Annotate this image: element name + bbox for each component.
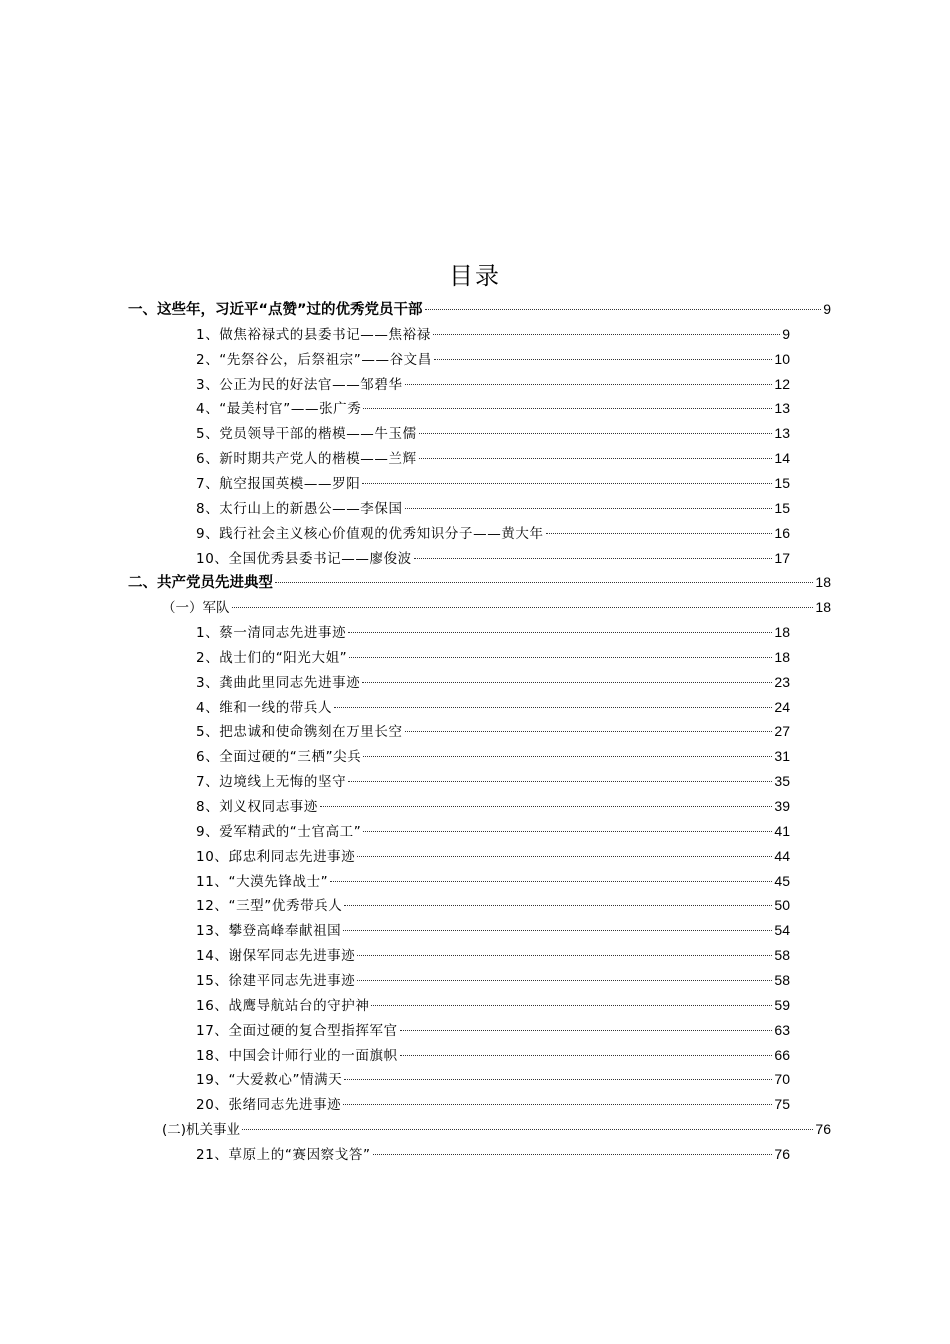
toc-entry-page-number: 41 — [774, 822, 790, 839]
toc-entry-label: 1、做焦裕禄式的县委书记——焦裕禄 — [196, 326, 431, 343]
toc-entry[interactable] — [196, 994, 790, 1016]
toc-entry-page-number: 76 — [815, 1121, 831, 1138]
dot-leader — [363, 756, 772, 757]
dot-leader — [405, 508, 773, 509]
toc-title: 目录 — [449, 262, 501, 290]
toc-entry[interactable] — [196, 845, 790, 867]
toc-entry-label: 3、公正为民的好法官——邹碧华 — [196, 376, 403, 393]
dot-leader — [434, 359, 773, 360]
dot-leader — [363, 408, 772, 409]
toc-entry[interactable] — [162, 1118, 831, 1140]
toc-entry-label: 18、中国会计师行业的一面旗帜 — [196, 1047, 398, 1064]
dot-leader — [357, 856, 772, 857]
toc-entry-label: 21、草原上的“赛因察戈答” — [196, 1146, 371, 1163]
dot-leader — [344, 1079, 772, 1080]
dot-leader — [419, 433, 773, 434]
toc-entry-page-number: 58 — [774, 971, 790, 988]
toc-entry-page-number: 17 — [774, 549, 790, 566]
dot-leader — [232, 607, 814, 608]
toc-entry-label: 8、太行山上的新愚公——李保国 — [196, 500, 403, 517]
dot-leader — [330, 881, 772, 882]
toc-entry-page-number: 59 — [774, 996, 790, 1013]
toc-entry-page-number: 76 — [774, 1145, 790, 1162]
dot-leader — [348, 632, 772, 633]
toc-entry-label: 4、“最美村官”——张广秀 — [196, 401, 362, 418]
toc-entry[interactable] — [128, 298, 831, 320]
toc-entry-label: 二、共产党员先进典型 — [128, 575, 273, 592]
toc-entry-label: 9、爱军精武的“士官高工” — [196, 823, 362, 840]
dot-leader — [344, 905, 772, 906]
toc-entry[interactable] — [196, 497, 790, 519]
toc-entry-page-number: 15 — [774, 474, 790, 491]
toc-entry[interactable] — [196, 447, 790, 469]
toc-entry-label: 5、把忠诚和使命镌刻在万里长空 — [196, 724, 403, 741]
dot-leader — [348, 781, 772, 782]
toc-entry[interactable] — [196, 944, 790, 966]
toc-entry[interactable] — [196, 547, 790, 569]
dot-leader — [373, 1154, 773, 1155]
dot-leader — [357, 955, 772, 956]
toc-entry-page-number: 63 — [774, 1021, 790, 1038]
toc-entry-label: 一、这些年，习近平“点赞”过的优秀党员干部 — [128, 302, 423, 318]
toc-entry[interactable] — [196, 1044, 790, 1066]
dot-leader — [405, 731, 773, 732]
toc-entry[interactable] — [196, 472, 790, 494]
toc-entry[interactable] — [196, 646, 790, 668]
toc-entry-label: 2、战士们的“阳光大姐” — [196, 649, 348, 666]
toc-entry-page-number: 13 — [774, 425, 790, 442]
toc-entry-label: 4、维和一线的带兵人 — [196, 699, 333, 716]
toc-entry-page-number: 15 — [774, 499, 790, 516]
toc-entry-label: 7、航空报国英模——罗阳 — [196, 475, 361, 492]
toc-entry-page-number: 12 — [774, 375, 790, 392]
toc-entry-label: 2、“先祭谷公，后祭祖宗”——谷文昌 — [196, 351, 432, 368]
dot-leader — [419, 458, 773, 459]
dot-leader — [275, 582, 813, 583]
dot-leader — [362, 682, 772, 683]
toc-entry-page-number: 66 — [774, 1046, 790, 1063]
toc-entry[interactable] — [196, 745, 790, 767]
toc-entry-page-number: 70 — [774, 1071, 790, 1088]
toc-entry[interactable] — [196, 969, 790, 991]
toc-entry-label: 12、“三型”优秀带兵人 — [196, 898, 343, 915]
toc-entry-label: 8、刘义权同志事迹 — [196, 799, 318, 815]
toc-entry[interactable] — [196, 1143, 790, 1165]
toc-entry-page-number: 31 — [774, 748, 790, 765]
toc-entry[interactable] — [196, 919, 790, 941]
toc-entry[interactable] — [196, 1093, 790, 1115]
toc-entry-label: 11、“大漠先锋战士” — [196, 873, 329, 890]
toc-entry[interactable] — [196, 397, 790, 419]
toc-entry[interactable] — [196, 720, 790, 742]
toc-entry-label: 3、龚曲此里同志先进事迹 — [196, 674, 361, 691]
toc-entry-page-number: 9 — [823, 301, 831, 317]
toc-entry-page-number: 9 — [782, 325, 790, 342]
toc-entry[interactable] — [128, 571, 831, 593]
toc-entry-label: 14、谢保军同志先进事迹 — [196, 948, 356, 965]
toc-entry-page-number: 58 — [774, 947, 790, 964]
toc-entry-page-number: 54 — [774, 922, 790, 939]
toc-entry-label: 1、蔡一清同志先进事迹 — [196, 625, 347, 642]
toc-entry[interactable] — [196, 820, 790, 842]
toc-entry-label: 6、新时期共产党人的楷模——兰辉 — [196, 451, 417, 468]
toc-entry-page-number: 13 — [774, 400, 790, 417]
toc-entry[interactable] — [196, 770, 790, 792]
toc-entry[interactable] — [196, 1019, 790, 1041]
dot-leader — [405, 384, 773, 385]
toc-entry[interactable] — [196, 373, 790, 395]
dot-leader — [400, 1055, 773, 1056]
toc-entry-page-number: 44 — [774, 847, 790, 864]
toc-entry-label: 20、张绪同志先进事迹 — [196, 1097, 342, 1114]
toc-entry-page-number: 24 — [774, 698, 790, 715]
toc-entry-label: 17、全面过硬的复合型指挥军官 — [196, 1022, 398, 1039]
toc-entry-label: 19、“大爱救心”情满天 — [196, 1072, 343, 1089]
toc-entry[interactable] — [196, 323, 790, 345]
toc-entry-label: 15、徐建平同志先进事迹 — [196, 972, 356, 989]
toc-entry-page-number: 39 — [774, 798, 790, 814]
toc-entry[interactable] — [196, 422, 790, 444]
dot-leader — [433, 334, 780, 335]
toc-entry-page-number: 35 — [774, 773, 790, 790]
toc-entry[interactable] — [196, 795, 790, 817]
toc-entry-label: 6、全面过硬的“三栖”尖兵 — [196, 749, 362, 766]
toc-entry-label: (二)机关事业 — [162, 1122, 241, 1139]
dot-leader — [242, 1129, 813, 1130]
toc-entry-page-number: 18 — [815, 599, 831, 616]
toc-entry-page-number: 18 — [815, 574, 831, 591]
toc-entry-page-number: 45 — [774, 872, 790, 889]
dot-leader — [363, 831, 772, 832]
toc-entry-page-number: 50 — [774, 897, 790, 914]
toc-entry[interactable] — [196, 348, 790, 370]
toc-entry[interactable] — [196, 870, 790, 892]
toc-entry-page-number: 75 — [774, 1096, 790, 1113]
toc-entry[interactable] — [162, 596, 831, 618]
toc-entry-page-number: 10 — [774, 350, 790, 367]
toc-entry-page-number: 16 — [774, 524, 790, 541]
dot-leader — [320, 806, 772, 807]
toc-entry-page-number: 23 — [774, 673, 790, 690]
dot-leader — [334, 707, 772, 708]
toc-entry-page-number: 18 — [774, 648, 790, 665]
dot-leader — [371, 1005, 772, 1006]
toc-entry-page-number: 27 — [774, 723, 790, 740]
dot-leader — [400, 1030, 773, 1031]
toc-entry[interactable] — [196, 894, 790, 916]
dot-leader — [349, 657, 772, 658]
toc-entry-label: 13、攀登高峰奉献祖国 — [196, 923, 342, 940]
dot-leader — [425, 309, 822, 310]
dot-leader — [357, 980, 772, 981]
dot-leader — [343, 930, 772, 931]
dot-leader — [362, 483, 772, 484]
toc-entry-label: 9、践行社会主义核心价值观的优秀知识分子——黄大年 — [196, 525, 544, 542]
toc-entry-page-number: 14 — [774, 450, 790, 467]
toc-entry[interactable] — [196, 671, 790, 693]
toc-entry-page-number: 18 — [774, 624, 790, 641]
toc-entry-label: 7、边境线上无悔的坚守 — [196, 774, 347, 791]
toc-entry[interactable] — [196, 621, 790, 643]
toc-entry[interactable] — [196, 696, 790, 718]
toc-entry[interactable] — [196, 522, 790, 544]
toc-entry-label: 10、全国优秀县委书记——廖俊波 — [196, 550, 412, 567]
toc-entry-label: 5、党员领导干部的楷模——牛玉儒 — [196, 426, 417, 443]
dot-leader — [343, 1104, 772, 1105]
toc-entry[interactable] — [196, 1068, 790, 1090]
toc-entry-label: 16、战鹰导航站台的守护神 — [196, 997, 370, 1014]
toc-entry-label: 10、邱忠利同志先进事迹 — [196, 848, 356, 865]
dot-leader — [414, 558, 773, 559]
dot-leader — [546, 533, 773, 534]
toc-entry-label: （一）军队 — [162, 600, 230, 617]
